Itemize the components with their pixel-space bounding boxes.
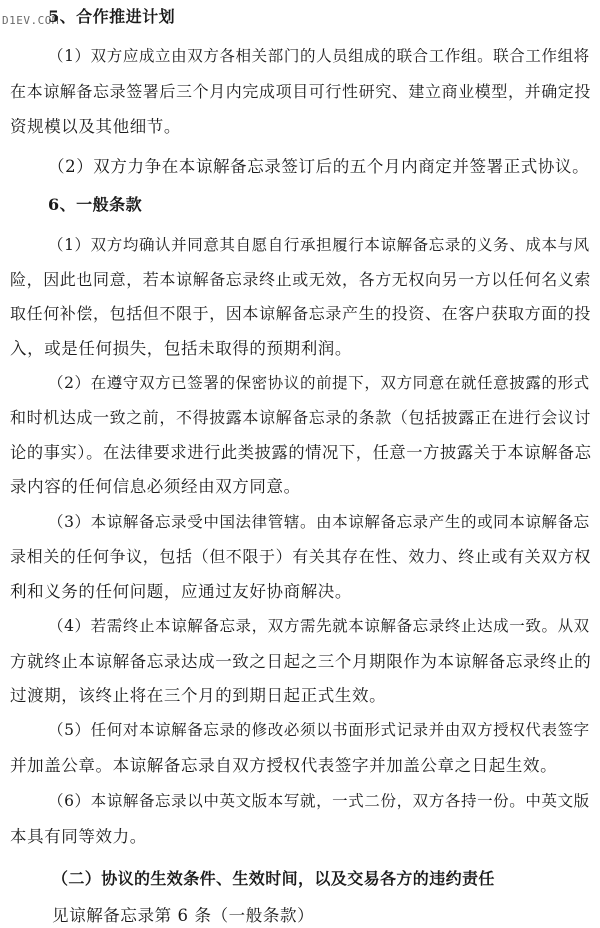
section-6-heading: 6、一般条款 <box>48 195 143 214</box>
text-line: 论的事实）。在法律要求进行此类披露的情况下，任意一方披露关于本谅解备忘 <box>10 443 592 462</box>
text-line: 取任何补偿，包括但不限于，因本谅解备忘录产生的投资、在客户获取方面的投 <box>10 304 592 323</box>
text-line: （1）双方应成立由双方各相关部门的人员组成的联合工作组。联合工作组将 <box>48 47 590 65</box>
text-line: 方就终止本谅解备忘录达成一致之日起之三个月期限作为本谅解备忘录终止的 <box>10 652 592 671</box>
text-line: 在本谅解备忘录签署后三个月内完成项目可行性研究、建立商业模型，并确定投 <box>10 82 592 101</box>
text-line: 录相关的任何争议，包括（但不限于）有关其存在性、效力、终止或有关双方权 <box>10 547 592 566</box>
site-watermark: D1EV.COM <box>2 14 59 27</box>
part-2-heading: （二）协议的生效条件、生效时间，以及交易各方的违约责任 <box>52 869 495 888</box>
text-line: （4）若需终止本谅解备忘录，双方需先就本谅解备忘录终止达成一致。从双 <box>48 617 590 635</box>
text-line: 资规模以及其他细节。 <box>10 117 181 136</box>
text-line: （5）任何对本谅解备忘录的修改必须以书面形式记录并由双方授权代表签字 <box>48 721 590 739</box>
text-line: （1）双方均确认并同意其自愿自行承担履行本谅解备忘录的义务、成本与风 <box>48 236 590 254</box>
text-line: 入，或是任何损失，包括未取得的预期利润。 <box>10 339 352 358</box>
text-line: （3）本谅解备忘录受中国法律管辖。由本谅解备忘录产生的或同本谅解备忘 <box>48 513 590 531</box>
text-line: 和时机达成一致之前，不得披露本谅解备忘录的条款（包括披露正在进行会议讨 <box>10 408 592 427</box>
text-line: 录内容的任何信息必须经由双方同意。 <box>10 477 301 496</box>
text-line: 并加盖公章。本谅解备忘录自双方授权代表签字并加盖公章之日起生效。 <box>10 756 558 775</box>
text-line: 险，因此也同意，若本谅解备忘录终止或无效，各方无权向另一方以任何名义索 <box>10 270 592 289</box>
section-5-heading: 5、合作推进计划 <box>48 7 176 26</box>
text-line: 利和义务的任何问题，应通过友好协商解决。 <box>10 582 352 601</box>
text-line: （2）在遵守双方已签署的保密协议的前提下，双方同意在就任意披露的形式 <box>48 374 590 392</box>
text-line: （2）双方力争在本谅解备忘录签订后的五个月内商定并签署正式协议。 <box>48 157 590 176</box>
part-2-body: 见谅解备忘录第 6 条（一般条款） <box>52 906 315 925</box>
text-line: 本具有同等效力。 <box>10 827 147 846</box>
text-line: 过渡期，该终止将在三个月的到期日起正式生效。 <box>10 686 387 705</box>
text-line: （6）本谅解备忘录以中英文版本写就，一式二份，双方各持一份。中英文版 <box>48 792 590 810</box>
